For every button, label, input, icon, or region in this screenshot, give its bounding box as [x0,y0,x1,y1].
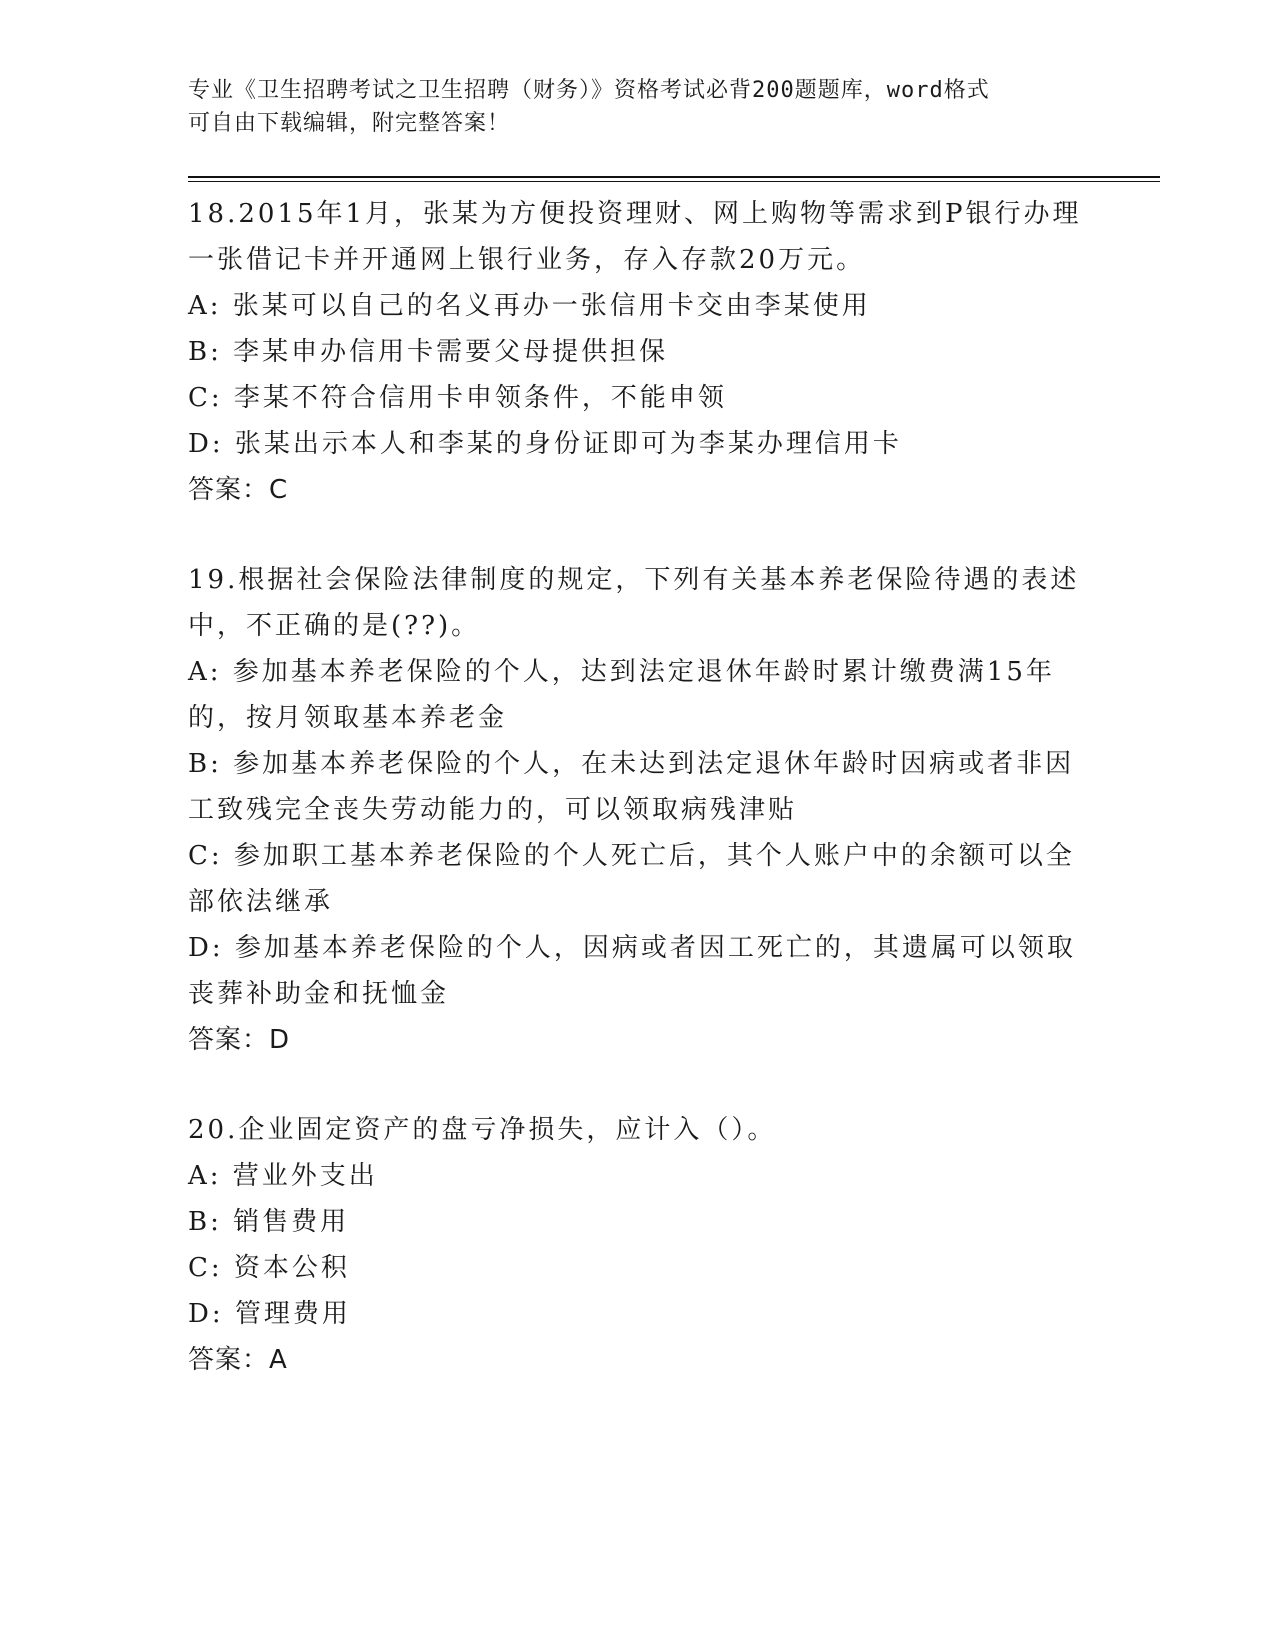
question-19 [188,557,1088,1063]
option-a: A: 张某可以自己的名义再办一张信用卡交由李某使用 [188,291,871,321]
question-stem-line: 19.根据社会保险法律制度的规定，下列有关基本养老保险待遇的表述 [188,565,1080,595]
answer: 答案：D [188,1025,291,1055]
question-stem-line: 中，不正确的是(??)。 [188,611,481,641]
option-c: C: 李某不符合信用卡申领条件，不能申领 [188,383,727,413]
question-18 [188,191,1088,513]
option-b: B: 销售费用 [188,1207,350,1237]
option-a: A: 参加基本养老保险的个人，达到法定退休年龄时累计缴费满15年 [188,657,1055,687]
option-a-continued: 的，按月领取基本养老金 [188,703,508,733]
answer: 答案：A [188,1345,288,1375]
header-divider-thick [188,176,1160,178]
question-20 [188,1107,1088,1383]
document-header [188,74,1068,140]
option-b: B: 参加基本养老保险的个人，在未达到法定退休年龄时因病或者非因 [188,749,1075,779]
option-c: C: 参加职工基本养老保险的个人死亡后，其个人账户中的余额可以全 [188,841,1075,871]
option-d-continued: 丧葬补助金和抚恤金 [188,979,450,1009]
option-d: D: 管理费用 [188,1299,351,1329]
header-divider-thin [188,181,1160,182]
option-b-continued: 工致残完全丧失劳动能力的，可以领取病残津贴 [188,795,798,825]
question-stem-line: 20.企业固定资产的盘亏净损失，应计入（）。 [188,1115,777,1145]
answer: 答案：C [188,475,289,505]
option-c-continued: 部依法继承 [188,887,334,917]
question-list [188,191,1088,1383]
option-b: B: 李某申办信用卡需要父母提供担保 [188,337,669,367]
option-d: D: 参加基本养老保险的个人，因病或者因工死亡的，其遗属可以领取 [188,933,1076,963]
option-c: C: 资本公积 [188,1253,350,1283]
option-d: D: 张某出示本人和李某的身份证即可为李某办理信用卡 [188,429,902,459]
option-a: A: 营业外支出 [188,1161,378,1191]
header-line-2: 可自由下载编辑，附完整答案！ [188,111,511,136]
question-stem-line: 一张借记卡并开通网上银行业务，存入存款20万元。 [188,245,866,275]
question-stem-line: 18.2015年1月，张某为方便投资理财、网上购物等需求到P银行办理 [188,199,1082,229]
header-line-1: 专业《卫生招聘考试之卫生招聘（财务）》资格考试必背200题题库，word格式 [188,78,990,103]
